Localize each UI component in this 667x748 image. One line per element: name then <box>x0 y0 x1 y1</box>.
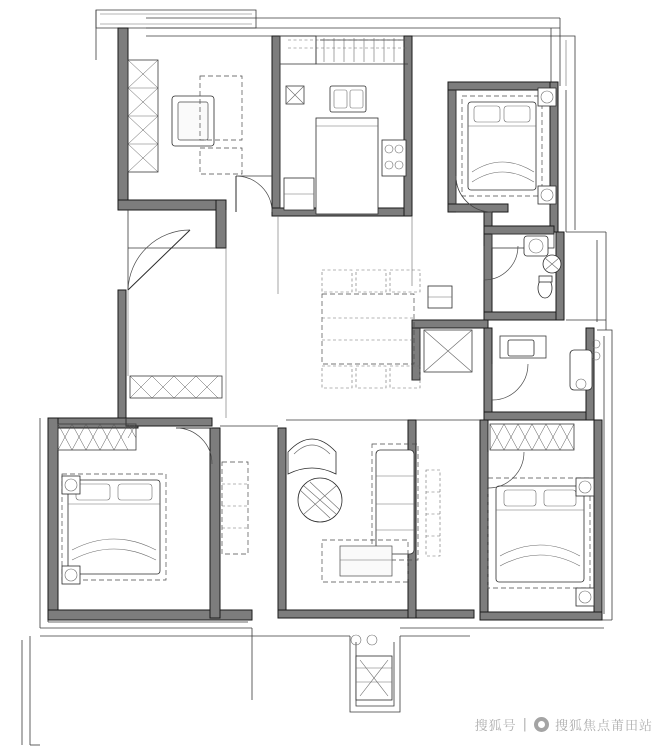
watermark-right-text: 搜狐焦点莆田站 <box>554 719 653 734</box>
room-dining <box>322 270 452 388</box>
room-kitchen <box>236 36 408 214</box>
room-balcony-north <box>128 60 242 174</box>
entry-hall <box>128 230 222 398</box>
watermark-separator: | <box>522 717 528 732</box>
sohu-circle-logo-icon <box>534 717 549 732</box>
room-bathroom-main <box>484 234 561 298</box>
watermark-left-text: 搜狐号 <box>474 719 517 734</box>
watermark <box>475 715 653 734</box>
balcony-south-fixtures <box>351 635 392 700</box>
room-bathroom-secondary <box>492 336 600 400</box>
room-master-bedroom <box>488 424 594 606</box>
room-bedroom-north <box>456 88 556 212</box>
room-living <box>288 439 440 582</box>
shaft-core <box>424 330 472 372</box>
